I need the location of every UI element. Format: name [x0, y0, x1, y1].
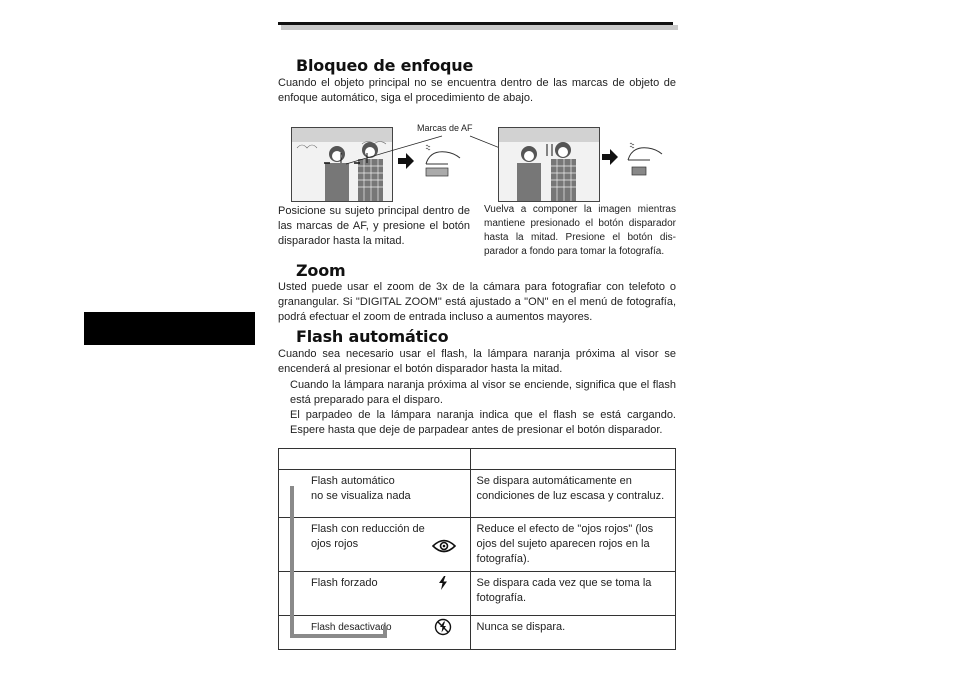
zoom-title: Zoom — [296, 261, 346, 280]
flash-note-1: Cuando la lámpara naranja próxima al visor se enciende, significa que el flash está preparado para el disparo. — [290, 379, 676, 406]
flash-off-icon — [434, 618, 452, 636]
right-photo — [498, 127, 600, 202]
lightning-icon — [438, 576, 448, 590]
flash-mode-label-2: ojos rojos — [311, 538, 359, 550]
flash-title: Flash automático — [296, 327, 449, 346]
eye-icon — [432, 538, 456, 554]
caption-right: Vuelva a componer la imagen mientras mantiene presionado el botón disparador hasta la mitad. Presione el botón dis- parador a fondo para tomar la fotografía. — [484, 204, 676, 257]
table-header-desc — [470, 449, 675, 470]
header-rule-shadow — [281, 25, 678, 30]
flash-mode-desc: Reduce el efecto de "ojos rojos" (los ojos del sujeto aparecen rojos en la fotografía). — [470, 518, 675, 572]
caption-left: Posicione su sujeto principal dentro de las marcas de AF, y presione el botón disparador hasta la mitad. — [278, 205, 470, 247]
flash-mode-desc: Se dispara automáticamente en condiciones de luz escasa y contraluz. — [470, 470, 675, 518]
zoom-body: Usted puede usar el zoom de 3x de la cámara para fotografiar con telefoto o granangular. Si "DIGITAL ZOOM" está ajustado a "ON" en el menú de fotografía, podrá efectuar el zoom de entrada incluso a aumentos mayores. — [278, 281, 676, 323]
flash-mode-desc: Nunca se dispara. — [470, 616, 675, 650]
flash-body: Cuando sea necesario usar el flash, la lámpara naranja próxima al visor se encenderá al presionar el botón disparador hasta la mitad. — [278, 348, 676, 375]
flash-mode-desc: Se dispara cada vez que se toma la fotografía. — [470, 572, 675, 616]
table-header-row — [279, 449, 676, 470]
mode-cycle-bracket — [288, 486, 390, 642]
table-header-mode — [279, 449, 471, 470]
flash-mode-label: Flash con reducción de — [311, 523, 425, 535]
af-marks-label: Marcas de AF — [417, 123, 473, 133]
flash-mode-label: Flash desactivado — [311, 622, 392, 633]
chapter-tab — [84, 312, 255, 345]
right-arrow-icon — [602, 149, 618, 165]
flash-mode-label: Flash automático — [311, 475, 395, 487]
focus-lock-title: Bloqueo de enfoque — [296, 56, 474, 75]
flash-note-2: El parpadeo de la lámpara naranja indica que el flash se está cargando. Espere hasta que deje de parpadear antes de presionar el botón disparador. — [290, 409, 676, 436]
focus-lock-intro: Cuando el objeto principal no se encuentra dentro de las marcas de objeto de enfoque automático, siga el procedimiento de abajo. — [278, 77, 676, 104]
flash-mode-label-2: no se visualiza nada — [311, 490, 411, 502]
flash-mode-label: Flash forzado — [311, 577, 378, 589]
full-press-illustration — [600, 140, 666, 180]
